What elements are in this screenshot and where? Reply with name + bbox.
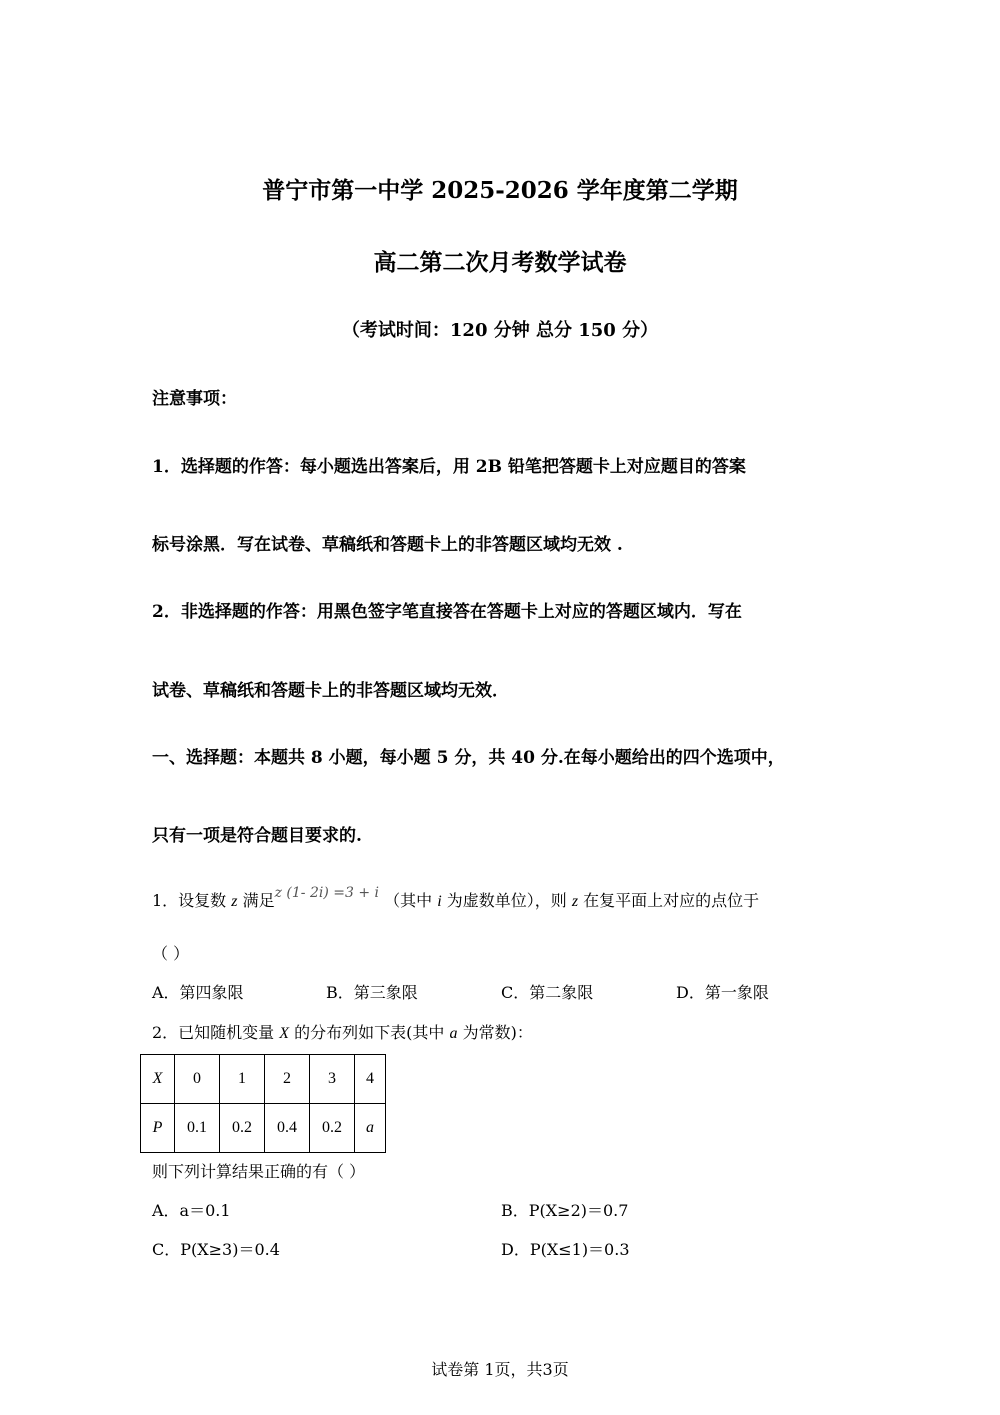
question-1-answer-paren: （ ）: [152, 944, 190, 963]
note-1-line1: 1．选择题的作答：每小题选出答案后，用 2B 铅笔把答题卡上对应题目的答案: [152, 457, 746, 477]
table-cell: 4: [355, 1055, 386, 1104]
question-1-option-d: D．第一象限: [676, 983, 769, 1002]
table-cell: a: [355, 1104, 386, 1153]
question-1-option-b: B．第三象限: [326, 983, 418, 1002]
question-2-stem: 2．已知随机变量 X 的分布列如下表(其中 a 为常数)：: [152, 1023, 533, 1042]
table-cell: 1: [220, 1055, 265, 1104]
question-1-option-c: C．第二象限: [501, 983, 594, 1002]
distribution-table: [140, 1054, 386, 1153]
section1-heading-line2: 只有一项是符合题目要求的.: [152, 826, 362, 846]
note-1-line2: 标号涂黑．写在试卷、草稿纸和答题卡上的非答题区域均无效 .: [152, 535, 623, 555]
question-2-option-b: B．P(X≥2)＝0.7: [501, 1201, 629, 1220]
question-1-stem: 1．设复数 z 满足z (1- 2i) =3 + i （其中 i 为虚数单位），则 z 在复平面上对应的点位于: [152, 885, 760, 910]
table-cell: 2: [265, 1055, 310, 1104]
table-cell: 3: [310, 1055, 355, 1104]
table-cell: 0: [175, 1055, 220, 1104]
question-1-equation: z (1- 2i) =3 + i: [274, 885, 380, 901]
table-cell: 0.2: [310, 1104, 355, 1153]
table-cell: 0.2: [220, 1104, 265, 1153]
question-2-prompt: 则下列计算结果正确的有（ ）: [152, 1162, 366, 1181]
table-cell: 0.4: [265, 1104, 310, 1153]
page-footer: 试卷第 1页，共3页: [431, 1360, 569, 1379]
table-cell: 0.1: [175, 1104, 220, 1153]
exam-title-line1: 普宁市第一中学 2025-2026 学年度第二学期: [262, 177, 738, 204]
question-2-option-a: A．a＝0.1: [152, 1201, 231, 1220]
table-cell: P: [141, 1104, 175, 1153]
question-2-option-d: D．P(X≤1)＝0.3: [501, 1240, 630, 1259]
question-1-option-a: A．第四象限: [152, 983, 244, 1002]
note-2-line1: 2．非选择题的作答：用黑色签字笔直接答在答题卡上对应的答题区域内．写在: [152, 602, 742, 622]
section1-heading-line1: 一、选择题：本题共 8 小题，每小题 5 分，共 40 分.在每小题给出的四个选项中，: [152, 748, 785, 768]
exam-title-line2: 高二第二次月考数学试卷: [373, 249, 627, 276]
table-row: [141, 1055, 386, 1104]
question-2-option-c: C．P(X≥3)＝0.4: [152, 1240, 280, 1259]
table-cell: X: [141, 1055, 175, 1104]
exam-info: （考试时间：120 分钟 总分 150 分）: [341, 320, 659, 341]
note-2-line2: 试卷、草稿纸和答题卡上的非答题区域均无效．: [152, 681, 509, 701]
notes-heading: 注意事项：: [152, 389, 237, 409]
table-row: [141, 1104, 386, 1153]
